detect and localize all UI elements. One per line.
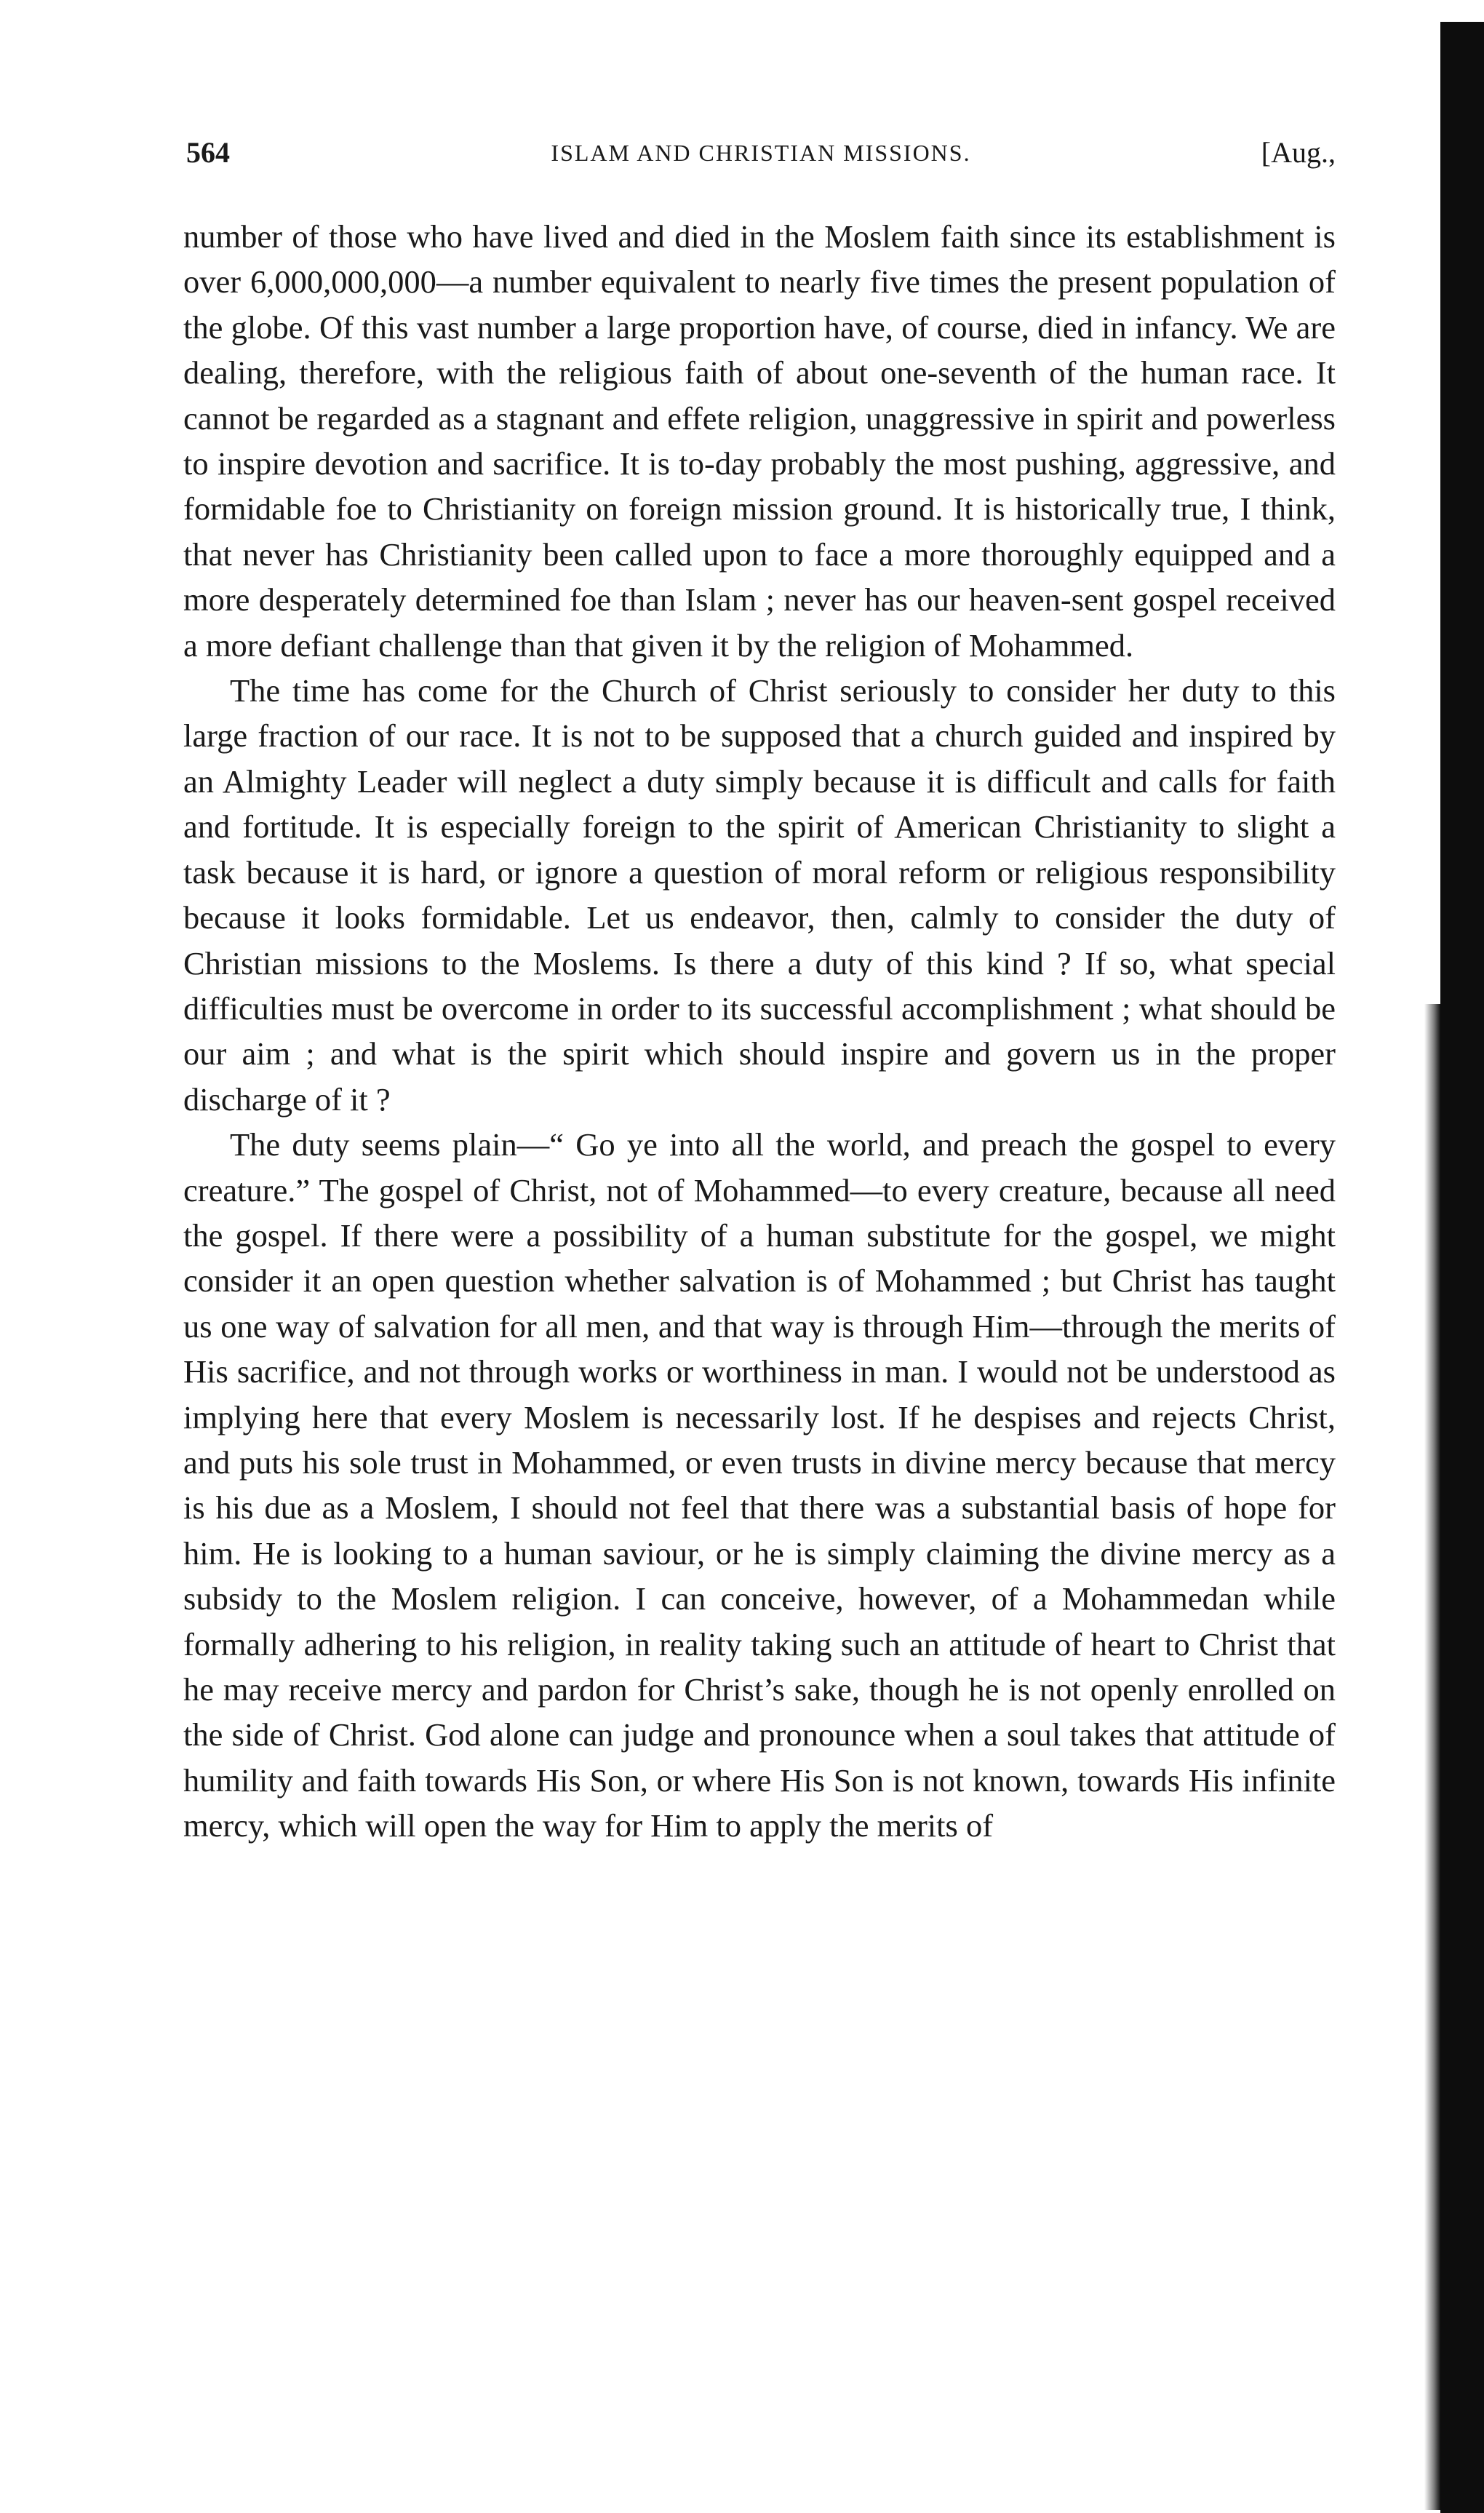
scan-edge-shadow xyxy=(1440,22,1484,2513)
paragraph-duty-plain: The duty seems plain—“ Go ye into all the world, and preach the gospel to every creature.” The gospel of Christ, not of Mohammed—to every creature, because all need the gospel. If there were a possibility of a human substitute for the gospel, we might consider it an open question whether salvation is of Mohammed ; but Christ has taught us one way of salvation for all men, and that way is through Him—through the merits of His sacrifice, and not through works or worthiness in man. I would not be understood as implying here that every Moslem is necessarily lost. If he despises and rejects Christ, and puts his sole trust in Mohammed, or even trusts in divine mercy because that mercy is his due as a Moslem, I should not feel that there was a substantial basis of hope for him. He is looking to a human saviour, or he is simply claiming the divine mercy as a subsidy to the Moslem religion. I can conceive, however, of a Mohammedan while formally adhering to his religion, in reality taking such an attitude of heart to Christ that he may receive mercy and pardon for Christ’s sake, though he is not openly enrolled on the side of Christ. God alone can judge and pronounce when a soul takes that attitude of humility and faith towards His Son, or where His Son is not known, towards His infinite mercy, which will open the way for Him to apply the merits of xyxy=(183,1126,1336,1844)
paragraph-continued: number of those who have lived and died in the Moslem faith since its establishment is over 6,000,000,000—a number equivalent to nearly five times the present population of the globe. Of this vast number a large proportion have, of course, died in infancy. We are dealing, therefore, with the religious faith of about one-seventh of the human race. It cannot be regarded as a stagnant and effete religion, unaggressive in spirit and powerless to inspire devotion and sacrifice. It is to-day probably the most pushing, aggressive, and formidable foe to Christianity on foreign mission ground. It is historically true, I think, that never has Christianity been called upon to face a more thoroughly equipped and a more desperately determined foe than Islam ; never has our heaven-sent gospel received a more defiant challenge than that given it by the religion of Mohammed. xyxy=(183,218,1336,664)
page-number: 564 xyxy=(186,136,230,169)
running-head xyxy=(186,135,1336,179)
paragraph-church-duty: The time has come for the Church of Christ seriously to consider her duty to this large fraction of our race. It is not to be supposed that a church guided and inspired by an Almighty Leader will neglect a duty simply because it is difficult and calls for faith and fortitude. It is especially foreign to the spirit of American Christianity to slight a task because it is hard, or ignore a question of moral reform or religious responsibility because it looks formidable. Let us endeavor, then, calmly to consider the duty of Christian missions to the Moslems. Is there a duty of this kind ? If so, what special difficulties must be overcome in order to its successful accomplishment ; what should be our aim ; and what is the spirit which should inspire and govern us in the proper discharge of it ? xyxy=(183,672,1336,1118)
body-text xyxy=(183,214,1336,1849)
running-date: [Aug., xyxy=(1261,136,1336,169)
running-title: ISLAM AND CHRISTIAN MISSIONS. xyxy=(551,140,971,166)
